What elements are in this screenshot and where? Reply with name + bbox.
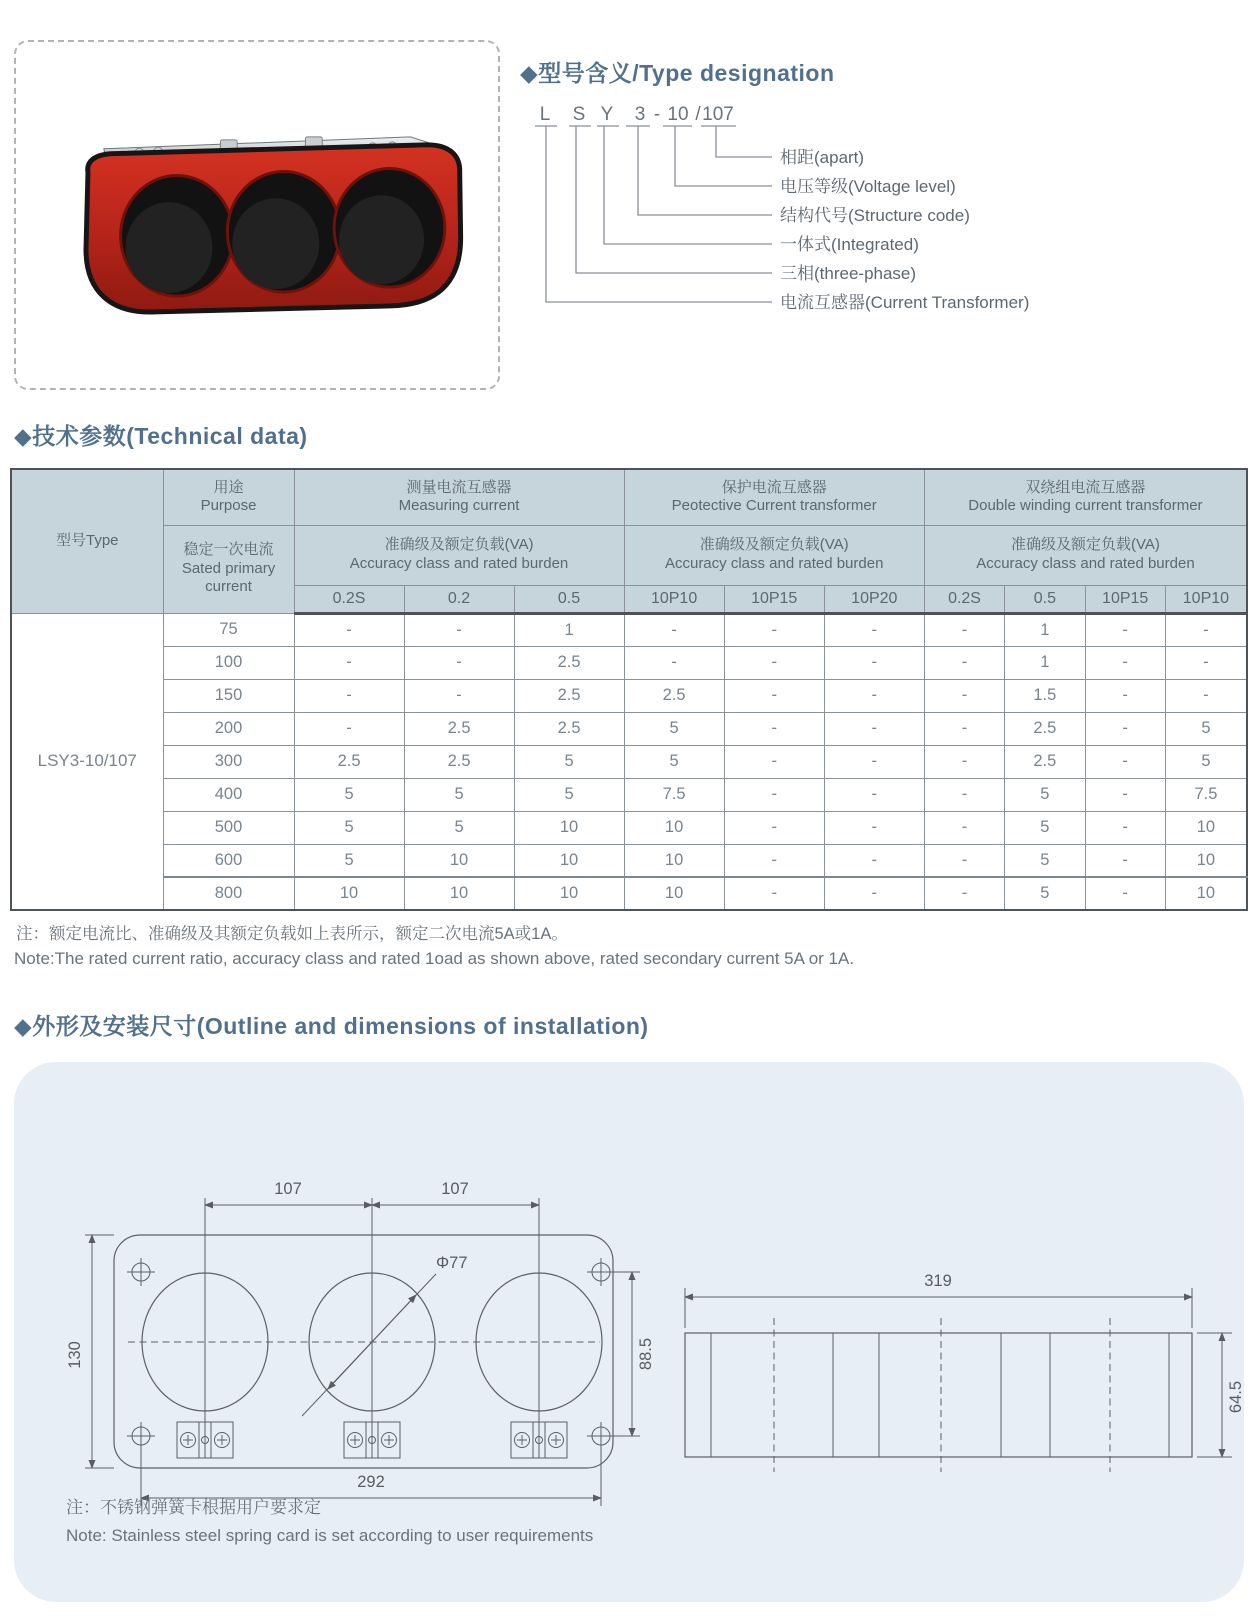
value-cell: - [724,811,824,844]
value-cell: - [294,679,404,712]
value-cell: 2.5 [404,745,514,778]
value-cell: 2.5 [624,679,724,712]
code-S: S [572,104,586,125]
double-winding-en: Double winding current transformer [968,497,1203,515]
table-row [11,712,1247,745]
value-cell: - [1085,646,1165,679]
value-cell: 5 [404,811,514,844]
value-cell: - [1085,877,1165,910]
value-cell: 5 [1165,745,1247,778]
class-header: 10P15 [724,585,824,613]
value-cell: - [824,679,924,712]
value-cell: - [824,646,924,679]
accuracy-zh: 准确级及额定负载(VA) [1010,536,1160,554]
table-row [11,613,1247,646]
dim-side-height: 64.5 [1227,1380,1245,1414]
value-cell: 1.5 [1005,679,1085,712]
value-cell: 2.5 [514,679,624,712]
code-Y: Y [600,104,614,125]
value-cell: 10 [1165,877,1247,910]
value-cell: 5 [624,745,724,778]
value-cell: - [824,712,924,745]
product-photo-box [14,40,500,390]
protective-zh: 保护电流互感器 [721,478,827,496]
col-header-purpose [163,469,294,525]
value-cell: - [404,646,514,679]
value-cell: 10 [514,877,624,910]
value-cell: - [924,646,1004,679]
hole-center [227,172,340,293]
value-cell: 10 [514,811,624,844]
value-cell: 2.5 [1005,745,1085,778]
hole-left [121,175,234,296]
group-header-measuring [294,469,624,525]
label-integrated: 一体式(Integrated) [780,235,919,254]
value-cell: - [1085,844,1165,877]
value-cell: 5 [1165,712,1247,745]
value-cell: - [1165,679,1247,712]
code-L: L [539,104,551,125]
value-cell: - [724,745,824,778]
subheader-accuracy-measuring [294,525,624,585]
value-cell: 10 [624,811,724,844]
measuring-zh: 测量电流互感器 [406,478,512,496]
value-cell: - [724,613,824,646]
value-cell: 10 [294,877,404,910]
outline-note [66,1494,593,1550]
value-cell: - [404,679,514,712]
primary-current-cell: 300 [163,745,294,778]
value-cell: - [624,646,724,679]
value-cell: 7.5 [624,778,724,811]
value-cell: - [1085,679,1165,712]
code-3: 3 [634,104,646,125]
side-view-drawing [660,1240,1250,1480]
col-header-primary-current [163,525,294,613]
primary-current-cell: 600 [163,844,294,877]
dim-pitch2: 107 [441,1180,469,1198]
label-apart: 相距(apart) [780,148,865,167]
table-row [11,778,1247,811]
code-slash: / [695,104,701,125]
accuracy-en: Accuracy class and rated burden [664,555,884,572]
label-current-transformer: 电流互感器(Current Transformer) [780,293,1030,312]
table-row [11,811,1247,844]
primary-current-cell: 100 [163,646,294,679]
primary-current-en: Sated primary current [181,559,276,596]
value-cell: 5 [624,712,724,745]
value-cell: 2.5 [404,712,514,745]
type-designation-section [520,55,1258,317]
value-cell: - [824,811,924,844]
value-cell: - [724,646,824,679]
value-cell: - [924,844,1004,877]
outline-note-zh: 注：不锈钢弹簧卡根据用户要求定 [66,1498,321,1517]
table-note-zh: 注：额定电流比、准确级及其额定负载如上表所示，额定二次电流5A或1A。 [16,925,568,943]
protective-en: Peotective Current transformer [671,497,877,515]
dim-side-length: 319 [924,1272,952,1290]
dim-pitch1: 107 [274,1180,302,1198]
value-cell: - [924,679,1004,712]
label-voltage-level: 电压等级(Voltage level) [780,177,956,196]
value-cell: - [724,679,824,712]
value-cell: - [924,745,1004,778]
primary-current-cell: 800 [163,877,294,910]
group-header-double-winding [924,469,1247,525]
class-header: 10P20 [824,585,924,613]
value-cell: 7.5 [1165,778,1247,811]
accuracy-zh: 准确级及额定负载(VA) [384,536,534,554]
table-row [11,745,1247,778]
group-header-protective [624,469,924,525]
table-row [11,877,1247,910]
value-cell: 5 [1005,877,1085,910]
value-cell: 5 [294,778,404,811]
subheader-accuracy-protective [624,525,924,585]
outline-title: ◆外形及安装尺寸(Outline and dimensions of installation) [14,1013,649,1039]
value-cell: - [724,712,824,745]
class-header: 0.2 [404,585,514,613]
value-cell: - [924,778,1004,811]
table-note-en: Note:The rated current ratio, accuracy class and rated 1oad as shown above, rated secondary current 5A or 1A. [14,949,855,968]
accuracy-zh: 准确级及额定负载(VA) [699,536,849,554]
purpose-zh: 用途 [213,478,244,496]
class-header: 0.5 [1005,585,1085,613]
technical-data-title: ◆技术参数(Technical data) [14,423,308,449]
value-cell: 2.5 [514,646,624,679]
value-cell: - [1085,613,1165,646]
primary-current-cell: 150 [163,679,294,712]
table-row [11,646,1247,679]
subheader-accuracy-double [924,525,1247,585]
purpose-en: Purpose [200,497,257,515]
value-cell: - [1085,811,1165,844]
value-cell: - [1085,712,1165,745]
value-cell: - [724,844,824,877]
primary-current-cell: 75 [163,613,294,646]
value-cell: 5 [1005,811,1085,844]
code-107: 107 [702,104,734,125]
value-cell: - [404,613,514,646]
col-header-type: 型号Type [11,469,163,613]
value-cell: 10 [514,844,624,877]
value-cell: - [924,877,1004,910]
class-header: 10P10 [624,585,724,613]
dim-hole-diameter: Φ77 [436,1254,468,1272]
value-cell: 2.5 [514,712,624,745]
value-cell: 1 [1005,613,1085,646]
technical-data-table [10,468,1248,911]
primary-current-cell: 500 [163,811,294,844]
product-photo [16,42,498,388]
primary-current-zh: 稳定一次电流 [183,540,274,558]
class-header: 0.2S [924,585,1004,613]
value-cell: 5 [514,745,624,778]
value-cell: - [824,745,924,778]
primary-current-cell: 200 [163,712,294,745]
code-dash: - [653,104,661,125]
value-cell: 5 [514,778,624,811]
value-cell: - [1165,613,1247,646]
value-cell: - [924,712,1004,745]
value-cell: - [824,778,924,811]
class-header: 10P15 [1085,585,1165,613]
measuring-en: Measuring current [398,497,520,515]
double-winding-zh: 双绕组电流互感器 [1025,478,1146,496]
mounting-holes [127,1258,615,1450]
primary-current-cell: 400 [163,778,294,811]
type-designation-diagram [520,102,1258,317]
value-cell: - [824,844,924,877]
value-cell: - [924,613,1004,646]
value-cell: 10 [404,877,514,910]
table-row [11,679,1247,712]
class-header: 0.5 [514,585,624,613]
value-cell: 10 [624,844,724,877]
label-three-phase: 三相(three-phase) [780,264,917,283]
side-body-outline [685,1333,1192,1457]
code-10: 10 [667,104,689,125]
value-cell: 1 [1005,646,1085,679]
class-header: 0.2S [294,585,404,613]
dim-mount-width: 292 [357,1473,385,1491]
value-cell: 5 [404,778,514,811]
outline-note-en: Note: Stainless steel spring card is set according to user requirements [66,1526,594,1546]
value-cell: - [294,712,404,745]
value-cell: - [294,646,404,679]
value-cell: 5 [1005,844,1085,877]
value-cell: 10 [624,877,724,910]
accuracy-en: Accuracy class and rated burden [976,555,1195,572]
value-cell: - [1085,745,1165,778]
table-row [11,844,1247,877]
value-cell: 5 [294,844,404,877]
hole-right [334,169,445,288]
dim-hole-span: 88.5 [637,1337,655,1371]
value-cell: - [824,613,924,646]
value-cell: 5 [294,811,404,844]
value-cell: - [624,613,724,646]
accuracy-en: Accuracy class and rated burden [349,555,569,572]
label-structure-code: 结构代号(Structure code) [780,206,970,225]
front-view-drawing [40,1140,665,1540]
value-cell: 1 [514,613,624,646]
value-cell: - [724,877,824,910]
value-cell: 10 [1165,844,1247,877]
value-cell: - [294,613,404,646]
value-cell: - [1165,646,1247,679]
value-cell: - [824,877,924,910]
value-cell: 10 [404,844,514,877]
value-cell: 5 [1005,778,1085,811]
model-type-cell: LSY3-10/107 [11,613,163,910]
value-cell: - [1085,778,1165,811]
value-cell: 10 [1165,811,1247,844]
value-cell: - [724,778,824,811]
value-cell: - [924,811,1004,844]
type-designation-title: ◆型号含义/Type designation [520,60,835,86]
value-cell: 2.5 [1005,712,1085,745]
class-header: 10P10 [1165,585,1247,613]
dim-body-height: 130 [66,1341,84,1369]
value-cell: 2.5 [294,745,404,778]
